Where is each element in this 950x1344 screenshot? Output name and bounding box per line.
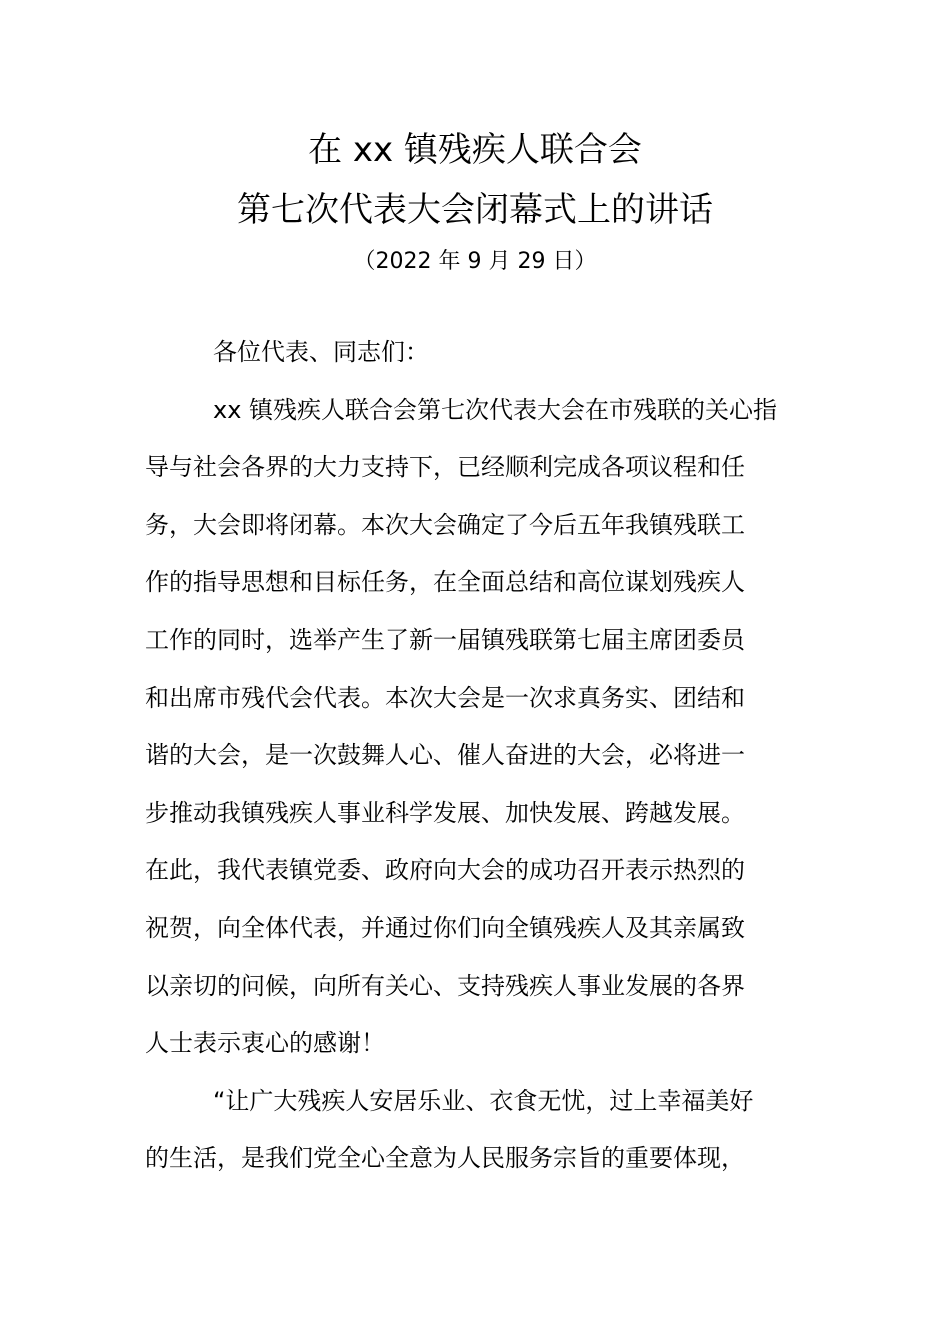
body-line: 的生活，是我们党全心全意为人民服务宗旨的重要体现， xyxy=(145,1144,745,1173)
speech-body xyxy=(145,324,805,1188)
body-line: 作的指导思想和目标任务，在全面总结和高位谋划残疾人 xyxy=(145,568,745,597)
title-line-1: 在 xx 镇残疾人联合会 xyxy=(308,130,642,170)
body-line: “让广大残疾人安居乐业、衣食无忧，过上幸福美好 xyxy=(213,1086,754,1115)
body-line: 步推动我镇残疾人事业科学发展、加快发展、跨越发展。 xyxy=(145,798,745,827)
body-line: 以亲切的问候，向所有关心、支持残疾人事业发展的各界 xyxy=(145,971,745,1000)
salutation: 各位代表、同志们： xyxy=(213,338,429,366)
body-line: 谐的大会，是一次鼓舞人心、催人奋进的大会，必将进一 xyxy=(145,741,745,770)
body-line: 人士表示衷心的感谢！ xyxy=(145,1029,385,1058)
title-line-2: 第七次代表大会闭幕式上的讲话 xyxy=(237,190,713,230)
body-line: 导与社会各界的大力支持下，已经顺利完成各项议程和任 xyxy=(145,453,745,482)
speech-date: （2022 年 9 月 29 日） xyxy=(353,249,597,274)
body-line: 祝贺，向全体代表，并通过你们向全镇残疾人及其亲属致 xyxy=(145,913,745,942)
body-line: 和出席市残代会代表。本次大会是一次求真务实、团结和 xyxy=(145,683,745,712)
body-line: xx 镇残疾人联合会第七次代表大会在市残联的关心指 xyxy=(213,395,778,424)
body-line: 在此，我代表镇党委、政府向大会的成功召开表示热烈的 xyxy=(145,856,745,885)
body-line: 工作的同时，选举产生了新一届镇残联第七届主席团委员 xyxy=(145,625,745,654)
body-line: 务，大会即将闭幕。本次大会确定了今后五年我镇残联工 xyxy=(145,510,745,539)
